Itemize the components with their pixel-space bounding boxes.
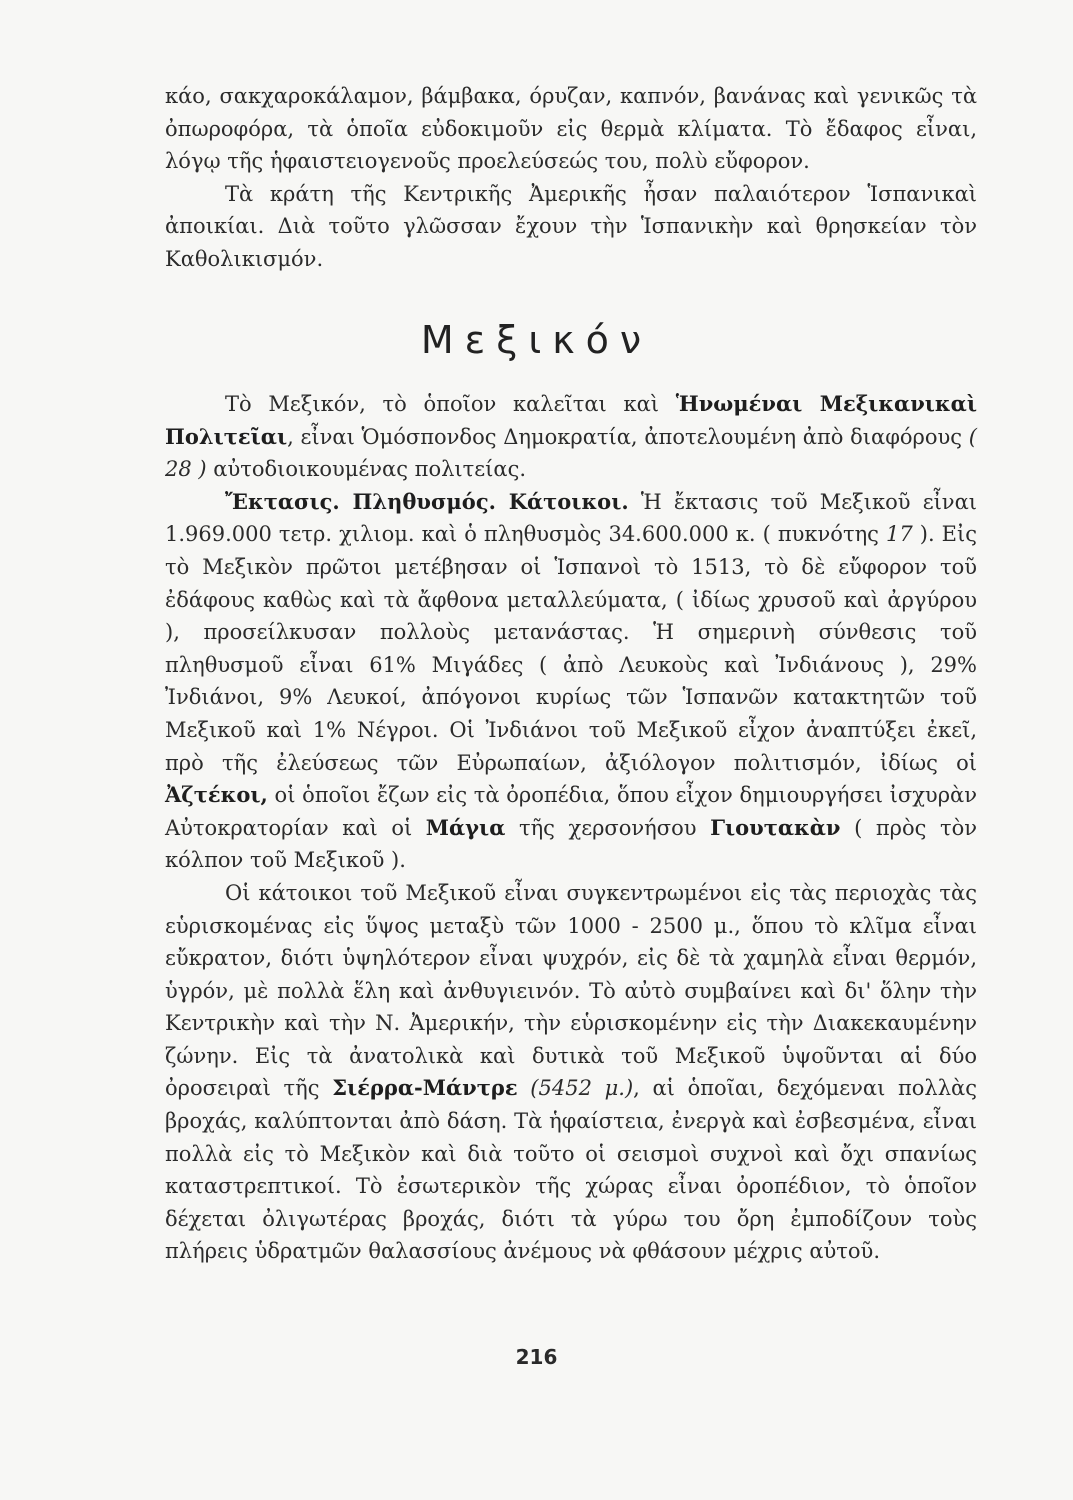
bold-term-united-states: Ἡνωμέναι Μεξικανικαὶ Πολιτεῖαι <box>165 391 977 449</box>
top-text-block <box>165 80 977 276</box>
text-run: αὐτοδιοικουμένας πολιτείας. <box>206 457 527 482</box>
paragraph-continued: κάο, σακχαροκάλαμον, βάμβακα, όρυζαν, καπνόν, βανάνας καὶ γενικῶς τὰ ὀπωροφόρα, τὰ ὁποῖα εὐδοκιμοῦν εἰς θερμὰ κλίματα. Τὸ ἔδαφος εἶναι, λόγῳ τῆς ἡφαιστειογενοῦς προελεύσεώς του, πολὺ εὔφορον. <box>165 84 977 174</box>
paragraph-intro <box>165 388 977 486</box>
bold-term-aztecs: Ἀζτέκοι, <box>165 782 268 808</box>
text-run: ( πρὸς τὸν κόλπον τοῦ Μεξικοῦ ). <box>165 815 977 873</box>
paragraph-central-america: Τὰ κράτη τῆς Κεντρικῆς Ἀμερικῆς ἦσαν παλαιότερον Ἱσπανικαὶ ἀποικίαι. Διὰ τοῦτο γλῶσσαν ἔχουν τὴν Ἱσπανικὴν καὶ θρησκείαν τὸν Καθολικισμόν. <box>165 181 977 271</box>
page-number: 216 <box>515 1345 558 1369</box>
text-run: Οἱ κάτοικοι τοῦ Μεξικοῦ εἶναι συγκεντρωμένοι εἰς τὰς περιοχὰς τὰς εὑρισκομένας εἰς ὕψος μεταξὺ τῶν 1000 - 2500 μ., ὅπου τὸ κλῖμα εἶναι εὔκρατον, διότι ὑψηλότερον εἶναι ψυχρόν, εἰς δὲ τὰ χαμηλὰ εἶναι θερμόν, ὑγρόν, μὲ πολλὰ ἕλη καὶ ἀνθυγιεινόν. Τὸ αὐτὸ συμβαίνει καὶ δι' ὅλην τὴν Κεντρικὴν καὶ τὴν Ν. Ἀμερικήν, τὴν εὑρισκομένην εἰς τὴν Διακεκαυμένην ζώνην. Εἰς τὰ ἀνατολικὰ καὶ δυτικὰ τοῦ Μεξικοῦ ὑψοῦνται αἱ δύο ὀροσειραὶ τῆς <box>165 880 977 1101</box>
text-run: , αἱ ὁποῖαι, δεχόμεναι πολλὰς βροχάς, καλύπτονται ἀπὸ δάση. Τὰ ἡφαίστεια, ἐνεργὰ καὶ ἐσβεσμένα, εἶναι πολλὰ εἰς τὸ Μεξικὸν καὶ διὰ τοῦτο οἱ σεισμοὶ συχνοὶ καὶ ὄχι σπανίως καταστρεπτικοί. Τὸ ἐσωτερικὸν τῆς χώρας εἶναι ὀροπέδιον, τὸ ὁποῖον δέχεται ὀλιγωτέρας βροχάς, διότι τὰ γύρω του ὄρη ἐμποδίζουν τοὺς πλήρεις ὑδρατμῶν θαλασσίους ἀνέμους νὰ φθάσουν μέχρις αὐτοῦ. <box>165 1076 977 1264</box>
italic-height: (5452 μ.) <box>517 1076 634 1101</box>
main-text-block <box>165 388 977 1268</box>
text-run: , εἶναι Ὁμόσπονδος Δημοκρατία, ἀποτελουμένη ἀπὸ διαφόρους <box>287 424 969 449</box>
bold-term-sierra-madre: Σιέρρα-Μάντρε <box>332 1075 518 1101</box>
text-run: οἱ ὁποῖοι ἔζων εἰς τὰ ὀροπέδια, ὅπου εἶχον δημιουργήσει ἰσχυρὰν Αὐτοκρατορίαν καὶ οἱ <box>165 783 977 840</box>
text-run: ). Εἰς τὸ Μεξικὸν πρῶτοι μετέβησαν οἱ Ἱσπανοὶ τὸ 1513, τὸ δὲ εὔφορον τοῦ ἐδάφους καθὼς καὶ τὰ ἄφθονα μεταλλεύματα, ( ἰδίως χρυσοῦ καὶ ἀργύρου ), προσείλκυσαν πολλοὺς μετανάστας. Ἡ σημερινὴ σύνθεσις τοῦ πληθυσμοῦ εἶναι 61% Μιγάδες ( ἀπὸ Λευκοὺς καὶ Ἰνδιάνους ), 29% Ἰνδιάνοι, 9% Λευκοί, ἀπόγονοι κυρίως τῶν Ἱσπανῶν κατακτητῶν τοῦ Μεξικοῦ καὶ 1% Νέγροι. Οἱ Ἰνδιάνοι τοῦ Μεξικοῦ εἶχον ἀναπτύξει ἐκεῖ, πρὸ τῆς ἐλεύσεως τῶν Εὐρωπαίων, ἀξιόλογον πολιτισμόν, ἰδίως οἱ <box>165 522 977 775</box>
bold-term-yucatan: Γιουτακὰν <box>710 814 841 840</box>
italic-count: ( 28 ) <box>165 424 977 482</box>
paragraph-climate <box>165 877 977 1268</box>
bold-subheading: Ἔκτασις. Πληθυσμός. Κάτοικοι. <box>225 488 629 514</box>
text-run: Τὸ Μεξικόν, τὸ ὁποῖον καλεῖται καὶ <box>225 392 676 416</box>
text-run: Ἡ ἔκτασις τοῦ Μεξικοῦ εἶναι 1.969.000 τετρ. χιλιομ. καὶ ὁ πληθυσμὸς 34.600.000 κ. ( πυκνότης <box>165 489 977 547</box>
text-run: τῆς χερσονήσου <box>505 815 711 840</box>
bold-term-maya: Μάγια <box>425 814 506 840</box>
paragraph-area-population <box>165 486 977 877</box>
section-heading-mexico: Μεξικόν <box>420 318 653 362</box>
italic-density: 17 <box>885 522 913 547</box>
